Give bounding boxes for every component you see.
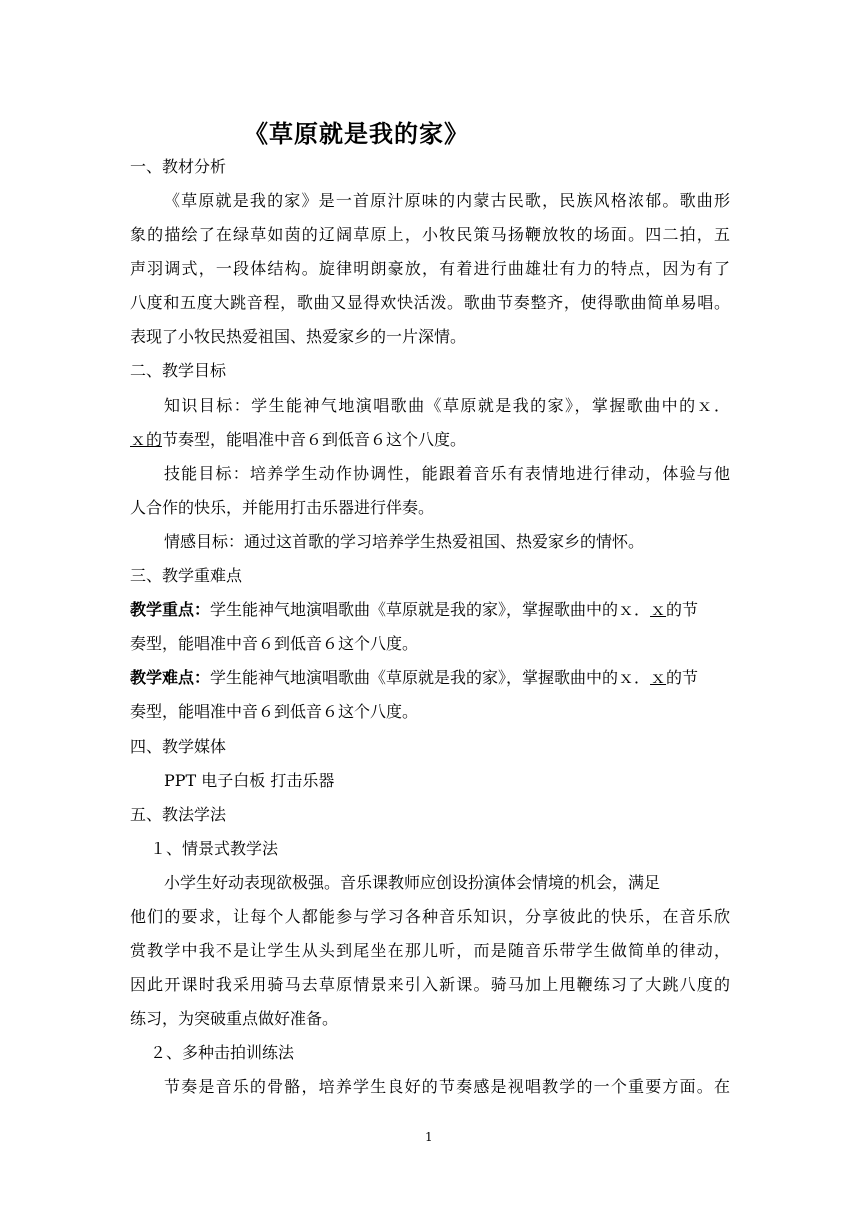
key-point-text: 学生能神气地演唱歌曲《草原就是我的家》，掌握歌曲中的ｘ． — [210, 600, 651, 619]
method-1-line-5: 练习，为突破重点做好准备。 — [130, 1009, 339, 1028]
method-2-heading: ２、多种击拍训练法 — [150, 1043, 295, 1062]
method-1-line-1: 小学生好动表现欲极强。音乐课教师应创设扮演体会情境的机会，满足 — [164, 873, 661, 892]
section-heading-key-difficulty: 三、教学重难点 — [130, 566, 243, 585]
method-1-heading: １、情景式教学法 — [150, 839, 279, 858]
rhythm-notation: ｘ的 — [130, 430, 163, 449]
rhythm-notation: ｘ — [650, 668, 667, 687]
method-2-line-1: 节奏是音乐的骨骼，培养学生良好的节奏感是视唱教学的一个重要方面。在 — [164, 1077, 730, 1096]
analysis-line-3: 声羽调式，一段体结构。旋律明朗豪放，有着进行曲雄壮有力的特点，因为有了 — [130, 259, 730, 278]
analysis-line-1: 《草原就是我的家》是一首原汁原味的内蒙古民歌，民族风格浓郁。歌曲形 — [164, 191, 730, 210]
skill-goal-line-2: 人合作的快乐，并能用打击乐器进行伴奏。 — [130, 498, 435, 517]
analysis-line-2: 象的描绘了在绿草如茵的辽阔草原上，小牧民策马扬鞭放牧的场面。四二拍，五 — [130, 225, 730, 244]
method-1-line-4: 因此开课时我采用骑马去草原情景来引入新课。骑马加上甩鞭练习了大跳八度的 — [130, 975, 730, 994]
knowledge-goal-line-1: 知识目标：学生能神气地演唱歌曲《草原就是我的家》，掌握歌曲中的ｘ． — [164, 396, 730, 415]
emotion-goal: 情感目标：通过这首歌的学习培养学生热爱祖国、热爱家乡的情怀。 — [164, 532, 645, 551]
analysis-line-4: 八度和五度大跳音程，歌曲又显得欢快活泼。歌曲节奏整齐，使得歌曲简单易唱。 — [130, 293, 730, 312]
section-heading-methods: 五、教法学法 — [130, 805, 227, 824]
key-point-line-1 — [130, 600, 698, 620]
difficulty-line-2: 奏型，能唱准中音６到低音６这个八度。 — [130, 702, 419, 721]
analysis-line-5: 表现了小牧民热爱祖国、热爱家乡的一片深情。 — [130, 327, 467, 346]
difficulty-text: 学生能神气地演唱歌曲《草原就是我的家》，掌握歌曲中的ｘ． — [210, 668, 651, 687]
section-heading-analysis: 一、教材分析 — [130, 157, 227, 176]
key-point-label: 教学重点： — [130, 600, 211, 619]
page-title: 《草原就是我的家》 — [244, 120, 469, 148]
method-1-line-3: 赏教学中我不是让学生从头到尾坐在那儿听，而是随音乐带学生做简单的律动， — [130, 941, 730, 960]
method-1-line-2: 他们的要求，让每个人都能参与学习各种音乐知识，分享彼此的快乐，在音乐欣 — [130, 907, 730, 926]
difficulty-label: 教学难点： — [130, 668, 211, 687]
section-heading-media: 四、教学媒体 — [130, 737, 227, 756]
section-heading-goals: 二、教学目标 — [130, 361, 227, 380]
key-point-text-end: 的节 — [666, 600, 699, 619]
page-number: 1 — [425, 1130, 433, 1144]
media-list: PPT 电子白板 打击乐器 — [164, 771, 335, 790]
rhythm-notation: ｘ — [650, 600, 667, 619]
skill-goal-line-1: 技能目标：培养学生动作协调性，能跟着音乐有表情地进行律动，体验与他 — [164, 464, 730, 483]
difficulty-line-1 — [130, 668, 698, 688]
knowledge-goal-text: 节奏型，能唱准中音６到低音６这个八度。 — [162, 430, 467, 449]
knowledge-goal-line-2 — [130, 430, 466, 450]
difficulty-text-end: 的节 — [666, 668, 699, 687]
key-point-line-2: 奏型，能唱准中音６到低音６这个八度。 — [130, 634, 419, 653]
